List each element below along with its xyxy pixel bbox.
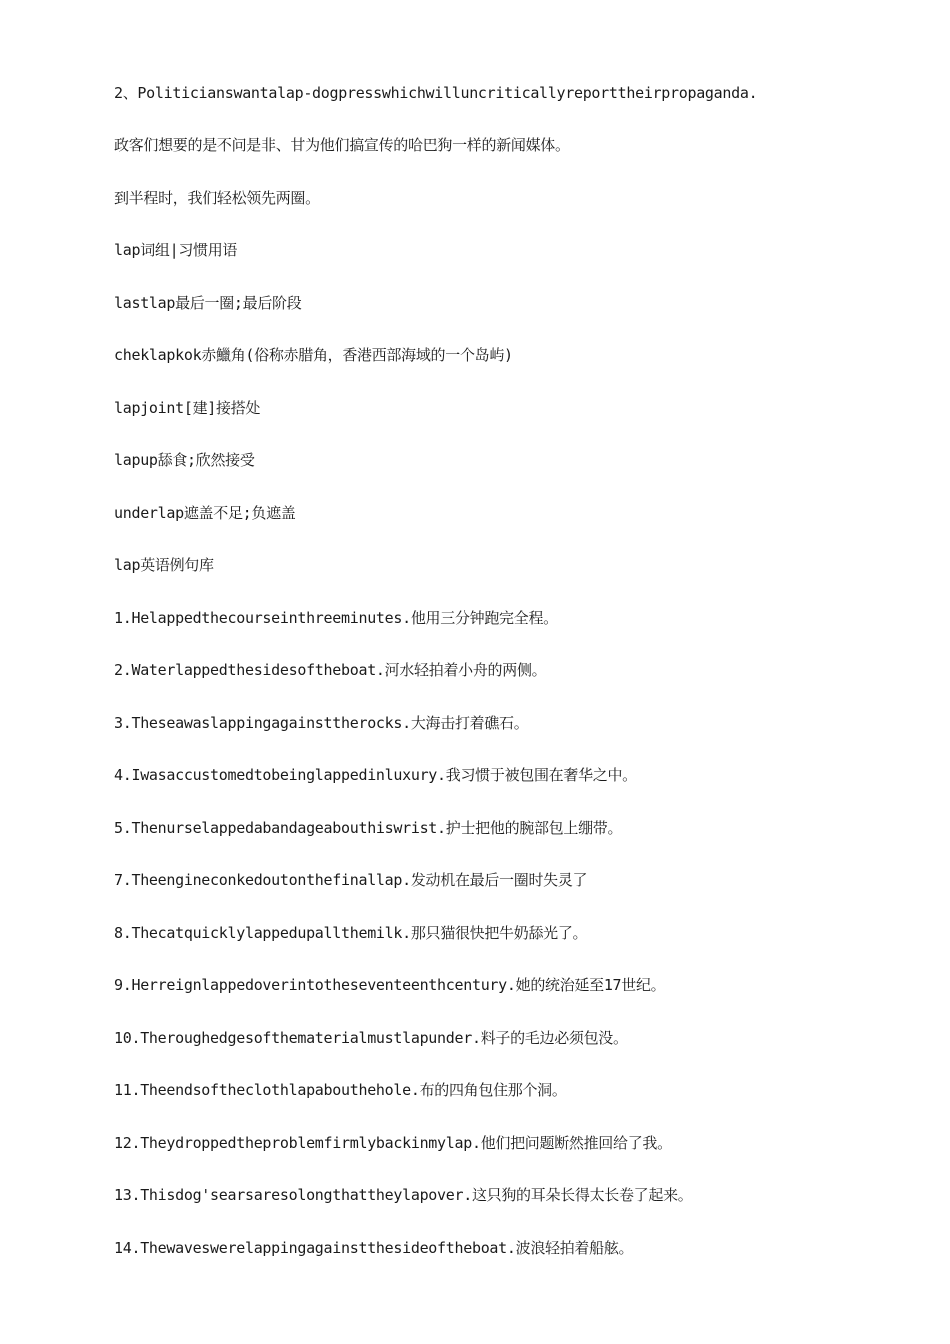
text-line-translation-politicians: 政客们想要的是不问是非、甘为他们搞宣传的哈巴狗一样的新闻媒体。 [114, 136, 570, 154]
section-heading-lap-examples: lap英语例句库 [114, 556, 214, 574]
example-sentence-2: 2.Waterlappedthesidesoftheboat.河水轻拍着小舟的两侧。 [114, 661, 547, 679]
example-sentence-10: 10.Theroughedgesofthematerialmustlapunder.料子的毛边必须包没。 [114, 1029, 628, 1047]
phrase-lap-joint: lapjoint[建]接搭处 [114, 399, 261, 417]
example-sentence-4: 4.Iwasaccustomedtobeinglappedinluxury.我习惯于被包围在奢华之中。 [114, 766, 637, 784]
phrase-chek-lap-kok: cheklapkok赤鱲角(俗称赤腊角，香港西部海域的一个岛屿) [114, 346, 513, 364]
example-sentence-1: 1.Helappedthecourseinthreeminutes.他用三分钟跑完全程。 [114, 609, 558, 627]
example-sentence-7: 7.Theengineconkedoutonthefinallap.发动机在最后一圈时失灵了 [114, 871, 588, 889]
example-sentence-14: 14.Thewaveswerelappingagainstthesideoftheboat.波浪轻拍着船舷。 [114, 1239, 634, 1257]
example-sentence-8: 8.Thecatquicklylappedupallthemilk.那只猫很快把牛奶舔光了。 [114, 924, 588, 942]
example-sentence-9: 9.Herreignlappedoverintotheseventeenthcentury.她的统治延至17世纪。 [114, 976, 666, 994]
text-line-example-2-politicians: 2、Politicianswantalap-dogpresswhichwilluncriticallyreporttheirpropaganda. [114, 84, 758, 102]
example-sentence-12: 12.Theydroppedtheproblemfirmlybackinmylap.他们把问题断然推回给了我。 [114, 1134, 672, 1152]
example-sentence-5: 5.Thenurselappedabandageabouthiswrist.护士把他的腕部包上绷带。 [114, 819, 623, 837]
section-heading-lap-phrases: lap词组|习惯用语 [114, 241, 238, 259]
example-sentence-11: 11.Theendsoftheclothlapabouthehole.布的四角包住那个洞。 [114, 1081, 567, 1099]
example-sentence-3: 3.Theseawaslappingagainsttherocks.大海击打着礁石。 [114, 714, 529, 732]
example-sentence-13: 13.Thisdog'searsaresolongthattheylapover.这只狗的耳朵长得太长卷了起来。 [114, 1186, 693, 1204]
phrase-last-lap: lastlap最后一圈;最后阶段 [114, 294, 302, 312]
phrase-underlap: underlap遮盖不足;负遮盖 [114, 504, 296, 522]
text-line-halfway-lead: 到半程时，我们轻松领先两圈。 [114, 189, 320, 207]
phrase-lap-up: lapup舔食;欣然接受 [114, 451, 255, 469]
